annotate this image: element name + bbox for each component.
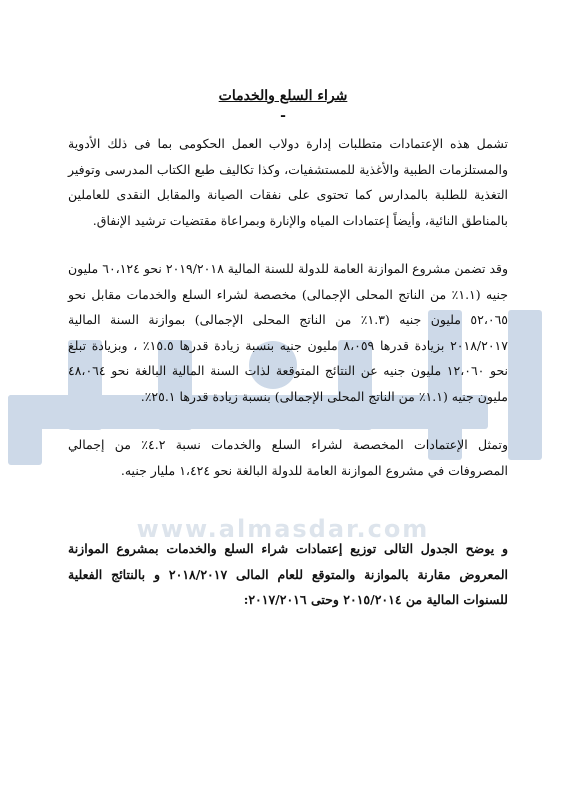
paragraph-4-table-intro: و يوضح الجدول التالى توزيع إعتمادات شراء السلع والخدمات بمشروع الموازنة المعروض مقارنة بالموازنة والمتوقع للعام المالى ٢٠١٨/٢٠١٧ و بالنتائج الفعلية للسنوات المالية من ٢٠١٥/٢٠١٤ وحتى ٢٠١٧/٢٠١٦: bbox=[68, 541, 508, 607]
watermark-url: www.almasdar.com bbox=[136, 515, 430, 543]
paragraph-3: وتمثل الإعتمادات المخصصة لشراء السلع والخدمات نسبة ٤.٢٪ من إجمالي المصروفات في مشروع الموازنة العامة للدولة البالغة نحو ١،٤٢٤ مليار جنيه. bbox=[68, 437, 508, 478]
section-title: شراء السلع والخدمات bbox=[218, 88, 348, 104]
paragraph-2: وقد تضمن مشروع الموازنة العامة للدولة للسنة المالية ٢٠١٩/٢٠١٨ نحو ٦٠،١٢٤ مليون جنيه (١.١٪ من الناتج المحلى الإجمالى) مخصصة لشراء السلع والخدمات مقابل نحو ٥٢،٠٦٥ مليون جنيه (١.٣٪ من الناتج المحلى الإجمالى) بموازنة السنة المالية ٢٠١٨/٢٠١٧ بزيادة قدرها ٨،٠٥٩ مليون جنيه بنسبة زيادة قدرها ١٥.٥٪ ، وبزيادة تبلغ نحو ١٢،٠٦٠ مليون جنيه عن النتائج المتوقعة لذات السنة المالية البالغة نحو ٤٨،٠٦٤ مليون جنيه (١.١٪ من الناتج المحلى الإجمالى) بنسبة زيادة قدرها ٢٥.١٪. bbox=[68, 261, 509, 404]
paragraph-1: تشمل هذه الإعتمادات متطلبات إدارة دولاب العمل الحكومى بما فى ذلك الأدوية والمستلزمات الطبية والأغذية للمستشفيات، وكذا تكاليف طبع الكتاب المدرسى وتوفير التغذية للطلبة بالمدارس كما تحتوى على نفقات الصيانة والمقابل النقدى للعاملين بالمناطق النائية، وأيضاً إعتمادات المياه والإنارة وبمراعاة مقتضيات ترشيد الإنفاق. bbox=[68, 136, 508, 228]
title-dash: - bbox=[280, 108, 286, 124]
